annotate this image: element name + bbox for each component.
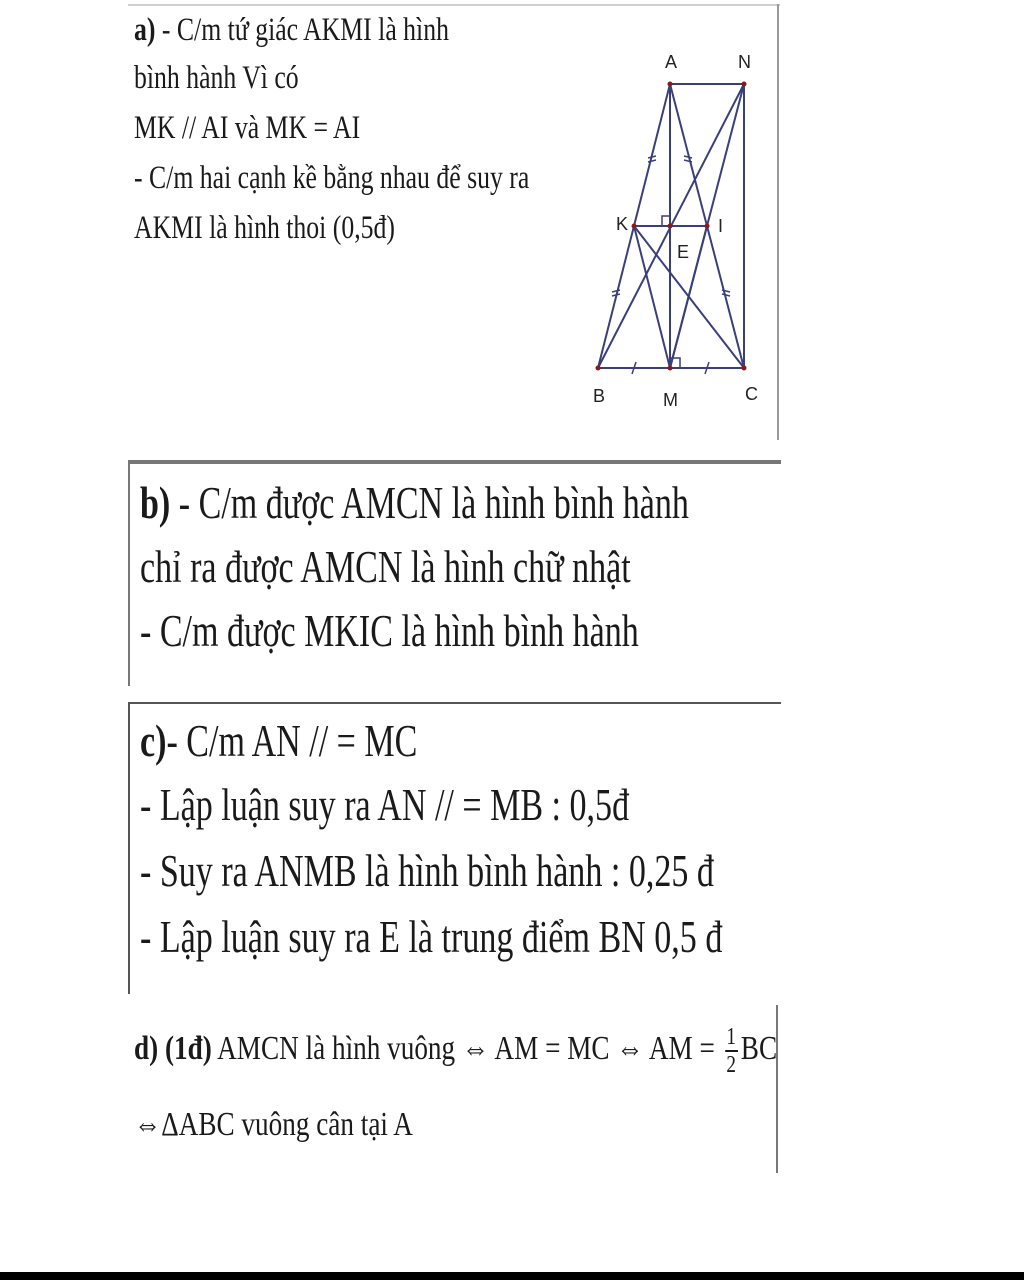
point-C	[742, 366, 747, 371]
label-B: B	[593, 386, 606, 406]
part-b-line-2: chỉ ra được AMCN là hình chữ nhật	[140, 541, 631, 592]
tick-IC-2	[722, 294, 730, 296]
tick-KB-2	[612, 294, 620, 296]
label-K: K	[616, 214, 629, 234]
fraction-one-half: $\frac{1}{2}$	[726, 1024, 736, 1078]
part-c-line-4: - Lập luận suy ra E là trung điểm BN 0,5 đ	[140, 911, 723, 962]
geometry-figure	[580, 40, 780, 420]
part-a-line-4: - C/m hai cạnh kề bằng nhau để suy ra	[134, 160, 530, 196]
part-a-line-2: bình hành Vì có	[134, 60, 299, 96]
label-A: A	[665, 52, 678, 72]
point-B	[596, 366, 601, 371]
part-d-line-1: d) (1đ) AMCN là hình vuông ⇔ AM = MC ⇔ AM = $\frac{1}{2}$ BC	[134, 1024, 778, 1078]
segment-KM	[634, 226, 670, 368]
part-c-line-3: - Suy ra ANMB là hình bình hành : 0,25 đ	[140, 845, 714, 896]
point-N	[742, 82, 747, 87]
part-d-label: d) (1đ)	[134, 1029, 212, 1067]
part-b-line-3: - C/m được MKIC là hình bình hành	[140, 605, 639, 656]
label-E: E	[677, 242, 690, 262]
tick-AI	[684, 156, 692, 158]
point-A	[668, 82, 673, 87]
bottom-bar	[0, 1272, 1024, 1280]
point-K	[632, 224, 637, 229]
panel-a-top-border	[128, 4, 780, 6]
part-a-line-3: MK // AI và MK = AI	[134, 110, 361, 146]
part-c-label: c)	[140, 715, 167, 766]
part-d-line-2: ⇔ΔABC vuông cân tại A	[134, 1106, 413, 1143]
part-b-line-1: b) - C/m được AMCN là hình bình hành	[140, 477, 689, 528]
label-M: M	[663, 390, 678, 410]
point-E	[668, 224, 673, 229]
point-I	[705, 224, 710, 229]
tick-AK-2	[648, 160, 656, 162]
label-N: N	[738, 52, 751, 72]
part-c-line-2: - Lập luận suy ra AN // = MB : 0,5đ	[140, 779, 630, 830]
part-c-line-1: c)- C/m AN // = MC	[140, 715, 418, 766]
point-M	[668, 366, 673, 371]
part-b-label: b)	[140, 477, 171, 528]
part-a-line-1: a) - C/m tứ giác AKMI là hình	[134, 12, 449, 48]
part-a-line-5: AKMI là hình thoi (0,5đ)	[134, 210, 395, 246]
tick-KB	[612, 290, 620, 292]
tick-AK	[648, 156, 656, 158]
part-a-label: a)	[134, 12, 156, 48]
label-I: I	[718, 216, 724, 236]
label-C: C	[745, 384, 758, 404]
